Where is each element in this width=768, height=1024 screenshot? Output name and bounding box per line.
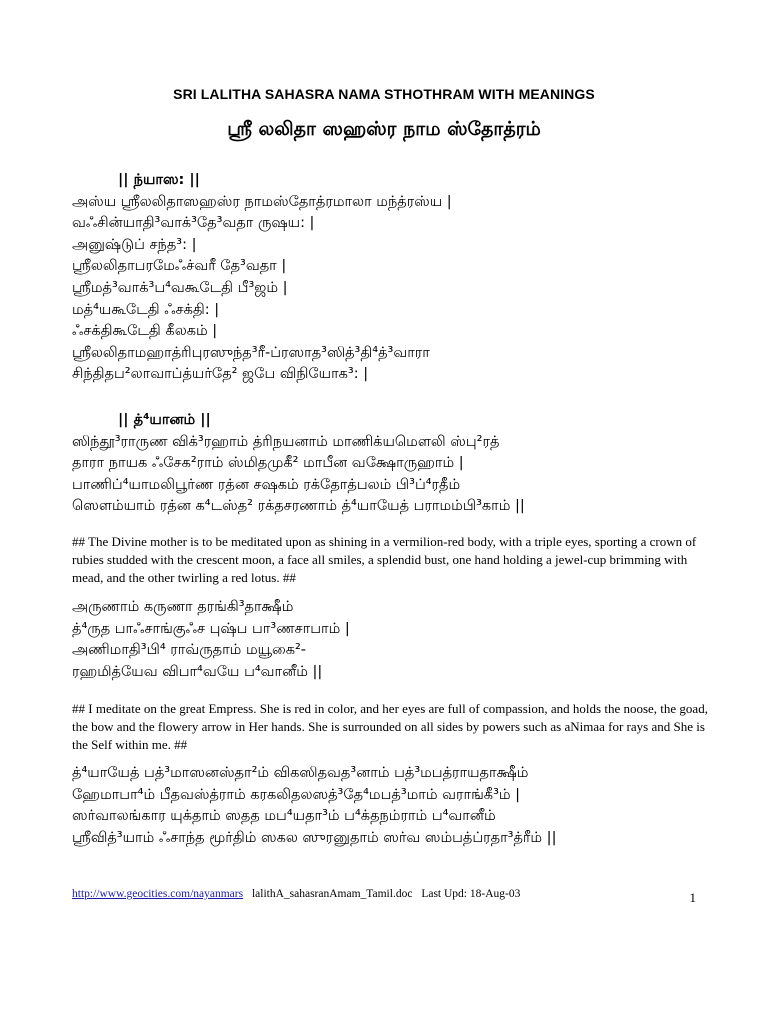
verse-three-line: ஸர்வாலங்கார யுக்தாம் ஸதத மப⁴யதா³ம் ப⁴க்தநம்ராம் ப⁴வானீம் bbox=[72, 808, 496, 825]
verse-three-line: ஹேமாபா⁴ம் பீதவஸ்த்ராம் கரகலிதலஸத்³தே⁴மபத்³மாம் வராங்கீ³ம் | bbox=[72, 786, 521, 803]
nyasa-line: அனுஷ்டுப் சந்த³: | bbox=[72, 236, 197, 253]
nyasa-line: ஸ்ரீமத்³வாக்³ப⁴வகூடேதி பீ³ஜம் | bbox=[72, 279, 288, 296]
nyasa-line: அஸ்ய ஸ்ரீலலிதாஸஹஸ்ர நாமஸ்தோத்ரமாலா மந்த்ரஸ்ய | bbox=[72, 193, 452, 210]
verse-two bbox=[72, 597, 712, 683]
verse-three-line: ஸ்ரீவித்³யாம் ஃசாந்த மூர்திம் ஸகல ஸுரனுதாம் ஸர்வ ஸம்பத்ப்ரதா³த்ரீம் || bbox=[72, 829, 557, 846]
nyasa-heading: || ந்யாஸ: || bbox=[118, 172, 200, 188]
footer-filename: lalithA_sahasranAmam_Tamil.doc bbox=[251, 888, 413, 900]
footer-updated: Last Upd: 18-Aug-03 bbox=[421, 888, 521, 900]
document-title-english: SRI LALITHA SAHASRA NAMA STHOTHRAM WITH MEANINGS bbox=[173, 86, 595, 102]
dhyanam-meaning: ## The Divine mother is to be meditated upon as shining in a vermilion-red body, with a triple eyes, sporting a crown of rubies studded with the crescent moon, a face all smiles, a splendid bust, one hand holding a jewel-cup brimming with mead, and the other twirling a red lotus. ## bbox=[72, 534, 697, 585]
nyasa-line: சிந்திதப²லாவாப்த்யர்தே² ஜபே விநியோக³: | bbox=[72, 366, 369, 383]
verse-three bbox=[72, 763, 712, 849]
verse-two-line: அருணாம் கருணா தரங்கி³தாக்ஷீம் bbox=[72, 599, 294, 615]
dhyanam-line: ஸௌம்யாம் ரத்ன க⁴டஸ்த² ரக்தசரணாம் த்⁴யாயேத் பராமம்பி³காம் || bbox=[72, 498, 525, 515]
verse-two-meaning: ## I meditate on the great Empress. She is red in color, and her eyes are full of compassion, and holds the noose, the goad, the bow and the flowery arrow in Her hands. She is surrounded on all sides by powers such as aNimaa for rays and She is the Self within me. ## bbox=[72, 701, 708, 752]
nyasa-line: ஃசக்திகூடேதி கீலகம் | bbox=[72, 323, 218, 340]
dhyanam-heading: || த்⁴யானம் || bbox=[118, 412, 211, 428]
document-title-tamil: ஸ்ரீ லலிதா ஸஹஸ்ர நாம ஸ்தோத்ரம் bbox=[227, 118, 541, 140]
page-footer bbox=[72, 888, 712, 906]
nyasa-line: ஸ்ரீலலிதாமஹாத்ரிபுரஸுந்த³ரீ-ப்ரஸாத³ஸித்³தி⁴த்³வாரா bbox=[72, 344, 430, 361]
footer-link[interactable]: http://www.geocities.com/nayanmars bbox=[72, 888, 244, 900]
dhyanam-section bbox=[72, 410, 712, 518]
verse-two-line: ரஹமித்யேவ விபா⁴வயே ப⁴வானீம் || bbox=[72, 663, 323, 680]
verse-three-line: த்⁴யாயேத் பத்³மாஸனஸ்தா²ம் விகஸிதவத³னாம் பத்³மபத்ராயதாக்ஷீம் bbox=[72, 765, 529, 781]
page-number: 1 bbox=[689, 890, 696, 905]
dhyanam-line: தாரா நாயக ஃசேக²ராம் ஸ்மிதமுகீ² மாபீன வக்ஷோருஹாம் | bbox=[72, 455, 464, 472]
nyasa-line: ஸ்ரீலலிதாபரமேஃச்வரீ தே³வதா | bbox=[72, 258, 287, 275]
dhyanam-line: ஸிந்தூ³ராருண விக்³ரஹாம் த்ரிநயனாம் மாணிக்யமௌலி ஸ்பு²ரத் bbox=[72, 433, 500, 450]
nyasa-line: வஃசின்யாதி³வாக்³தே³வதா ருஷய: | bbox=[72, 215, 315, 232]
verse-two-line: த்⁴ருத பாஃசாங்குஃச புஷ்ப பா³ணசாபாம் | bbox=[72, 620, 350, 637]
nyasa-section bbox=[72, 170, 712, 386]
verse-two-line: அணிமாதி³பி⁴ ராவ்ருதாம் மயூகை²- bbox=[72, 642, 307, 659]
dhyanam-line: பாணிப்⁴யாமலிபூர்ண ரத்ன சஷகம் ரக்தோத்பலம் பி³ப்⁴ரதீம் bbox=[72, 476, 461, 493]
nyasa-line: மத்⁴யகூடேதி ஃசக்தி: | bbox=[72, 301, 220, 318]
